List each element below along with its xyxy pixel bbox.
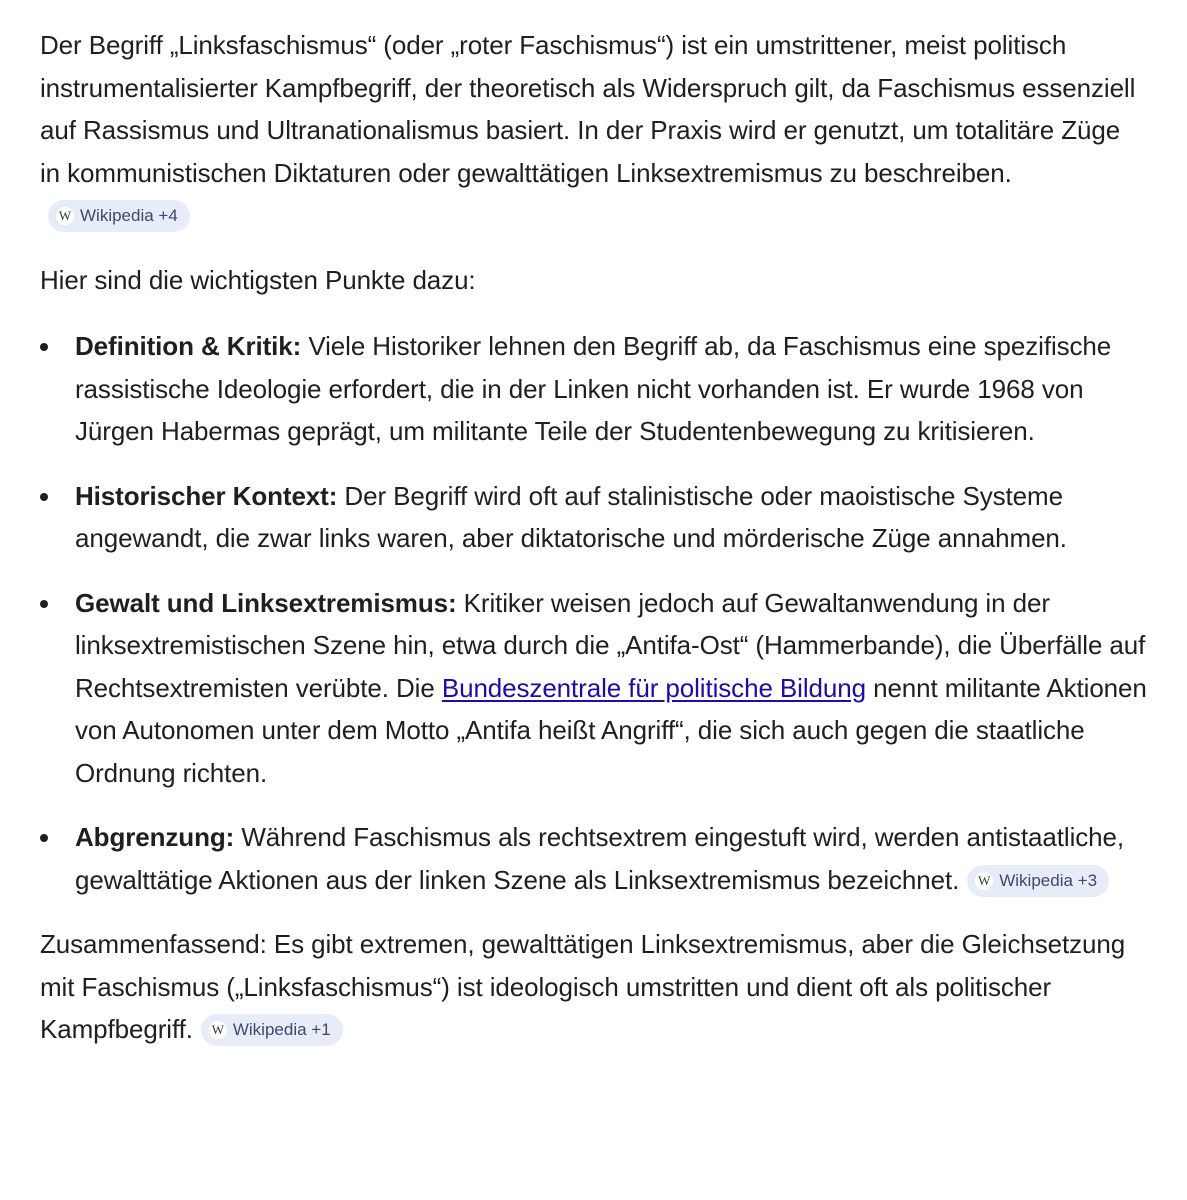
intro-paragraph: [40, 24, 1147, 237]
point-text: Viele Historiker lehnen den Begriff ab, da Faschismus eine spezifische rassistische Ideologie erfordert, die in der Linken nicht vorhanden ist. Er wurde 1968 von Jürgen Habermas geprägt, um militante Teile der Studentenbewegung zu kritisieren.: [75, 331, 1112, 446]
source-chip-wikipedia-3[interactable]: [967, 865, 1109, 897]
bullet-icon: [40, 343, 48, 351]
point-title: Abgrenzung:: [75, 822, 235, 852]
point-title: Gewalt und Linksextremismus:: [75, 587, 457, 618]
bullet-icon: [40, 493, 48, 501]
bullet-icon: [40, 600, 48, 608]
list-item-definition: [40, 325, 1147, 453]
point-text-before-link: Kritiker weisen jedoch auf Gewaltanwendung in der linksextremistischen Szene hin, etwa durch die „Antifa-Ost“ (Hammerbande), die Überfälle auf Rechtsextremisten verübte. Die: [75, 587, 1146, 703]
point-title: Definition & Kritik:: [75, 331, 302, 361]
bullet-icon: [40, 834, 48, 842]
bpb-link[interactable]: Bundeszentrale für politische Bildung: [441, 672, 866, 703]
wikipedia-icon: W: [975, 872, 993, 890]
point-text-after-link: nennt militante Aktionen von Autonomen unter dem Motto „Antifa heißt Angriff“, die sich auch gegen die staatliche Ordnung richten.: [75, 672, 1147, 788]
source-chip-label: Wikipedia +4: [80, 206, 178, 225]
source-chip-wikipedia-1[interactable]: [201, 1014, 343, 1046]
list-item-violence: [40, 582, 1147, 795]
summary-text: Zusammenfassend: Es gibt extremen, gewalttätigen Linksextremismus, aber die Gleichsetzung mit Faschismus („Linksfaschismus“) ist ideologisch umstritten und dient oft als politischer Kampfbegriff.: [40, 929, 1126, 1044]
wikipedia-icon: W: [209, 1021, 227, 1039]
point-title: Historischer Kontext:: [75, 480, 338, 511]
key-points-list: [40, 325, 1147, 901]
wikipedia-icon: W: [56, 207, 74, 225]
point-text: Der Begriff wird oft auf stalinistische oder maoistische Systeme angewandt, die zwar links waren, aber diktatorische und mörderische Züge annahmen.: [75, 480, 1067, 553]
list-item-delimitation: [40, 816, 1147, 901]
source-chip-label: Wikipedia +1: [232, 1020, 331, 1039]
summary-paragraph: [40, 923, 1147, 1051]
point-text: Während Faschismus als rechtsextrem eingestuft wird, werden antistaatliche, gewalttätige Aktionen aus der linken Szene als Linksextremismus bezeichnet.: [75, 822, 1125, 895]
intro-text: Der Begriff „Linksfaschismus“ (oder „roter Faschismus“) ist ein umstrittener, meist politisch instrumentalisierter Kampfbegriff, der theoretisch als Widerspruch gilt, da Faschismus essenziell auf Rassismus und Ultranationalismus basiert. In der Praxis wird er genutzt, um totalitäre Züge in kommunistischen Diktaturen oder gewalttätigen Linksextremismus zu beschreiben.: [40, 30, 1136, 188]
lead-paragraph: Hier sind die wichtigsten Punkte dazu:: [40, 264, 476, 295]
source-chip-wikipedia-4[interactable]: [48, 200, 190, 232]
source-chip-label: Wikipedia +3: [999, 870, 1098, 890]
list-item-historical-context: [40, 475, 1147, 560]
